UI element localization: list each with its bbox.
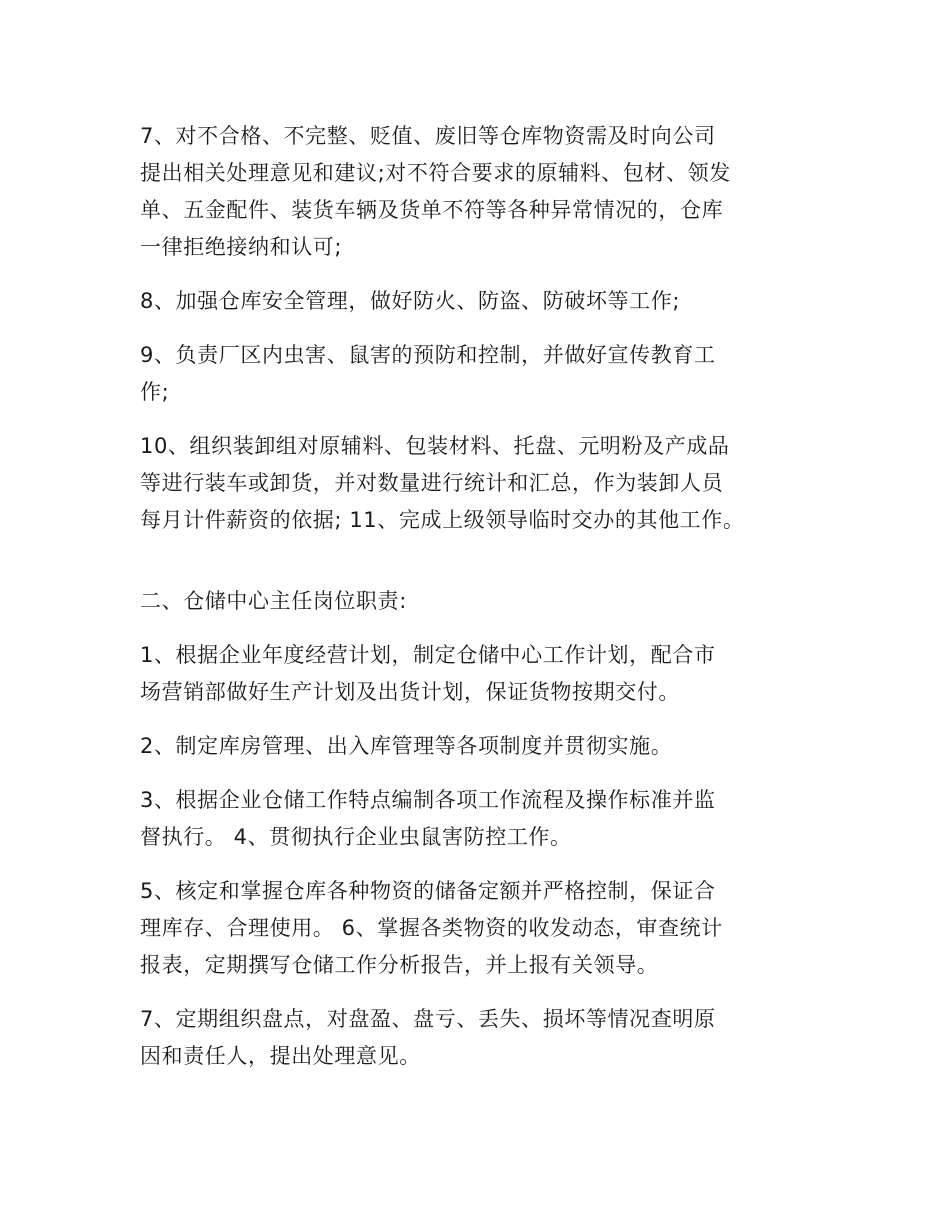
section-heading: 二、仓储中心主任岗位职责:	[140, 589, 407, 613]
paragraph-duty-1: 1、根据企业年度经营计划，制定仓储中心工作计划，配合市 场营销部做好生产计划及出货计划，保证货物按期交付。	[140, 643, 716, 704]
paragraph-duty-7: 7、定期组织盘点，对盘盈、盘亏、丢失、损坏等情况查明原 因和责任人，提出处理意见。	[140, 1007, 716, 1068]
paragraph-item-10-11: 10、组织装卸组对原辅料、包装材料、托盘、元明粉及产成品 等进行装车或卸货，并对数量进行统计和汇总，作为装卸人员 每月计件薪资的依据; 11、完成上级领导临时交办的其他工作。	[140, 434, 745, 532]
document-body	[140, 118, 820, 1092]
paragraph-item-8: 8、加强仓库安全管理，做好防火、防盗、防破坏等工作;	[140, 289, 681, 313]
paragraph-duty-2: 2、制定库房管理、出入库管理等各项制度并贯彻实施。	[140, 734, 673, 758]
paragraph-item-9: 9、负责厂区内虫害、鼠害的预防和控制，并做好宣传教育工 作;	[140, 343, 716, 404]
paragraph-item-7: 7、对不合格、不完整、贬值、废旧等仓库物资需及时向公司 提出相关处理意见和建议;对不符合要求的原辅料、包材、领发 单、五金配件、装货车辆及货单不符等各种异常情况的，仓库 一律拒绝接纳和认可;	[140, 124, 731, 259]
paragraph-duty-5-6: 5、核定和掌握仓库各种物资的储备定额并严格控制，保证合 理库存、合理使用。 6、掌握各类物资的收发动态，审查统计 报表，定期撰写仓储工作分析报告，并上报有关领导。	[140, 879, 723, 977]
paragraph-duty-3-4: 3、根据企业仓储工作特点编制各项工作流程及操作标准并监 督执行。 4、贯彻执行企业虫鼠害防控工作。	[140, 788, 716, 849]
